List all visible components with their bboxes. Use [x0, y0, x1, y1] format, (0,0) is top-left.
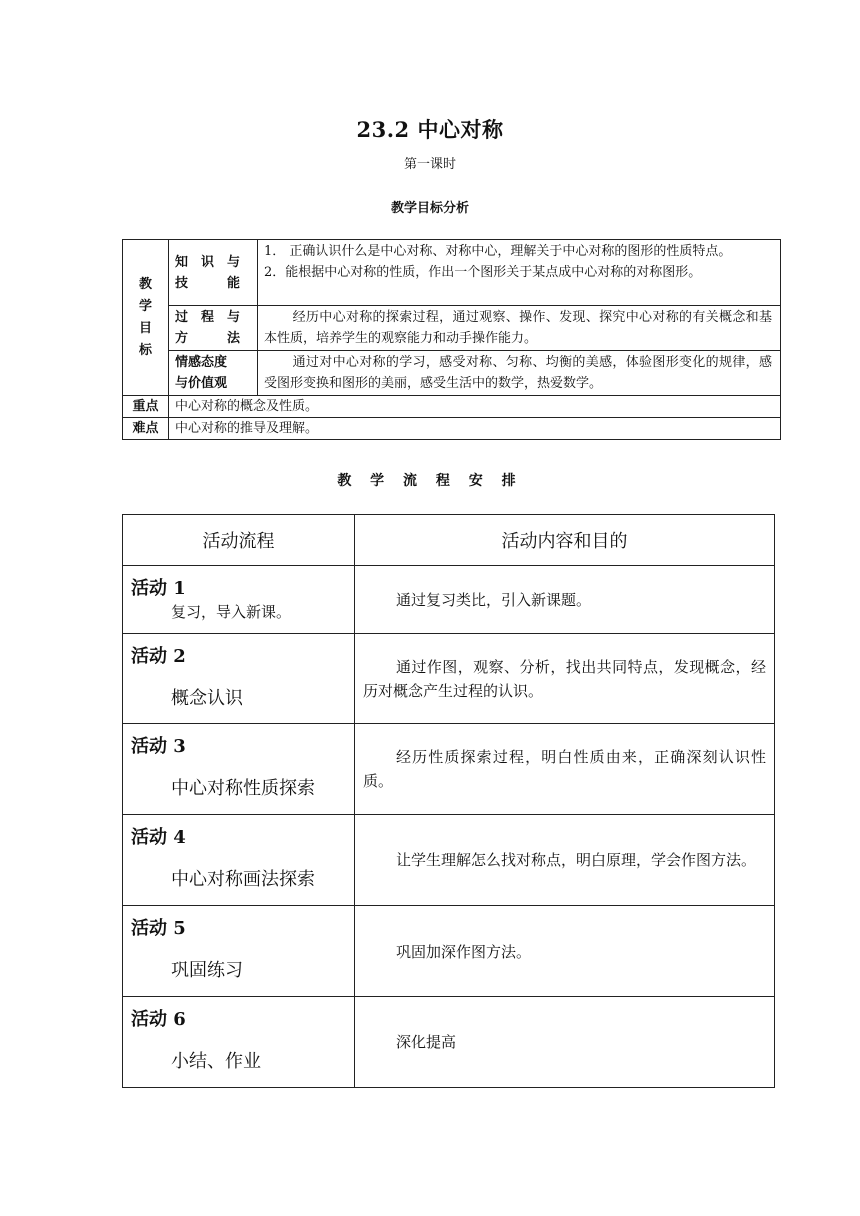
flow-header-process: 活动流程	[123, 515, 355, 566]
activity-title: 活动 3	[131, 736, 186, 757]
activity-subtitle: 中心对称画法探索	[171, 869, 315, 890]
category-line: 过 程 与	[175, 310, 241, 325]
goal-label-char: 目	[138, 320, 152, 336]
objectives-table	[122, 239, 781, 440]
flow-table	[122, 514, 775, 1088]
activity-content	[355, 997, 775, 1088]
objectives-heading: 教学目标分析	[390, 201, 469, 216]
activity-content	[355, 566, 775, 634]
activity-subtitle: 复习，导入新课。	[171, 603, 292, 621]
goal-label-cell	[123, 240, 169, 396]
category-knowledge	[169, 240, 258, 306]
activity-subtitle: 概念认识	[171, 688, 243, 709]
activity-content-text: 经历性质探索过程，明白性质由来，正确深刻认识性质。	[363, 748, 766, 790]
category-line: 与价值观	[175, 376, 228, 391]
category-process	[169, 306, 258, 351]
process-content	[258, 306, 781, 351]
activity-content-text: 深化提高	[396, 1033, 457, 1051]
knowledge-item: 1． 正确认识什么是中心对称、对称中心，理解关于中心对称的图形的性质特点。	[264, 244, 732, 259]
activity-content-text: 让学生理解怎么找对称点，明白原理，学会作图方法。	[396, 851, 757, 869]
activity-cell	[123, 815, 355, 906]
activity-content	[355, 724, 775, 815]
attitude-content	[258, 351, 781, 396]
knowledge-item: 2．能根据中心对称的性质，作出一个图形关于某点成中心对称的对称图形。	[264, 265, 702, 280]
activity-content	[355, 815, 775, 906]
process-text: 经历中心对称的探索过程，通过观察、操作、发现、探究中心对称的有关概念和基本性质，培养学生的观察能力和动手操作能力。	[264, 310, 772, 346]
goal-label-char: 学	[138, 298, 152, 314]
category-line: 方 法	[175, 331, 241, 346]
activity-title: 活动 5	[131, 918, 186, 939]
activity-title: 活动 1	[131, 578, 186, 599]
difficulty-text: 中心对称的推导及理解。	[169, 418, 781, 440]
goal-label-char: 教	[138, 276, 152, 292]
category-attitude	[169, 351, 258, 396]
lesson-subtitle: 第一课时	[403, 157, 456, 172]
goal-label-char: 标	[138, 342, 152, 358]
activity-subtitle: 中心对称性质探索	[171, 778, 315, 799]
activity-cell	[123, 566, 355, 634]
activity-cell	[123, 634, 355, 724]
key-point-text: 中心对称的概念及性质。	[169, 396, 781, 418]
activity-content-text: 通过复习类比，引入新课题。	[396, 590, 592, 609]
difficulty-label: 难点	[123, 418, 169, 440]
activity-subtitle: 小结、作业	[171, 1051, 261, 1072]
activity-content	[355, 906, 775, 997]
activity-title: 活动 6	[131, 1009, 186, 1030]
key-point-label: 重点	[123, 396, 169, 418]
flow-header-content: 活动内容和目的	[355, 515, 775, 566]
document-title: 23.2 中心对称	[356, 117, 504, 142]
category-line: 知 识 与	[175, 254, 241, 270]
category-line: 技 能	[175, 275, 241, 291]
activity-cell	[123, 997, 355, 1088]
knowledge-content	[258, 240, 781, 306]
activity-title: 活动 2	[131, 646, 186, 667]
activity-content-text: 巩固加深作图方法。	[396, 943, 532, 961]
activity-subtitle: 巩固练习	[171, 960, 243, 981]
activity-content-text: 通过作图，观察、分析，找出共同特点，发现概念，经历对概念产生过程的认识。	[363, 657, 766, 700]
attitude-text: 通过对中心对称的学习，感受对称、匀称、均衡的美感，体验图形变化的规律，感受图形变换和图形的美丽，感受生活中的数学，热爱数学。	[264, 355, 772, 391]
activity-content	[355, 634, 775, 724]
activity-title: 活动 4	[131, 827, 186, 848]
activity-cell	[123, 906, 355, 997]
flow-heading: 教 学 流 程 安 排	[337, 473, 523, 489]
category-line: 情感态度	[175, 355, 228, 370]
activity-cell	[123, 724, 355, 815]
